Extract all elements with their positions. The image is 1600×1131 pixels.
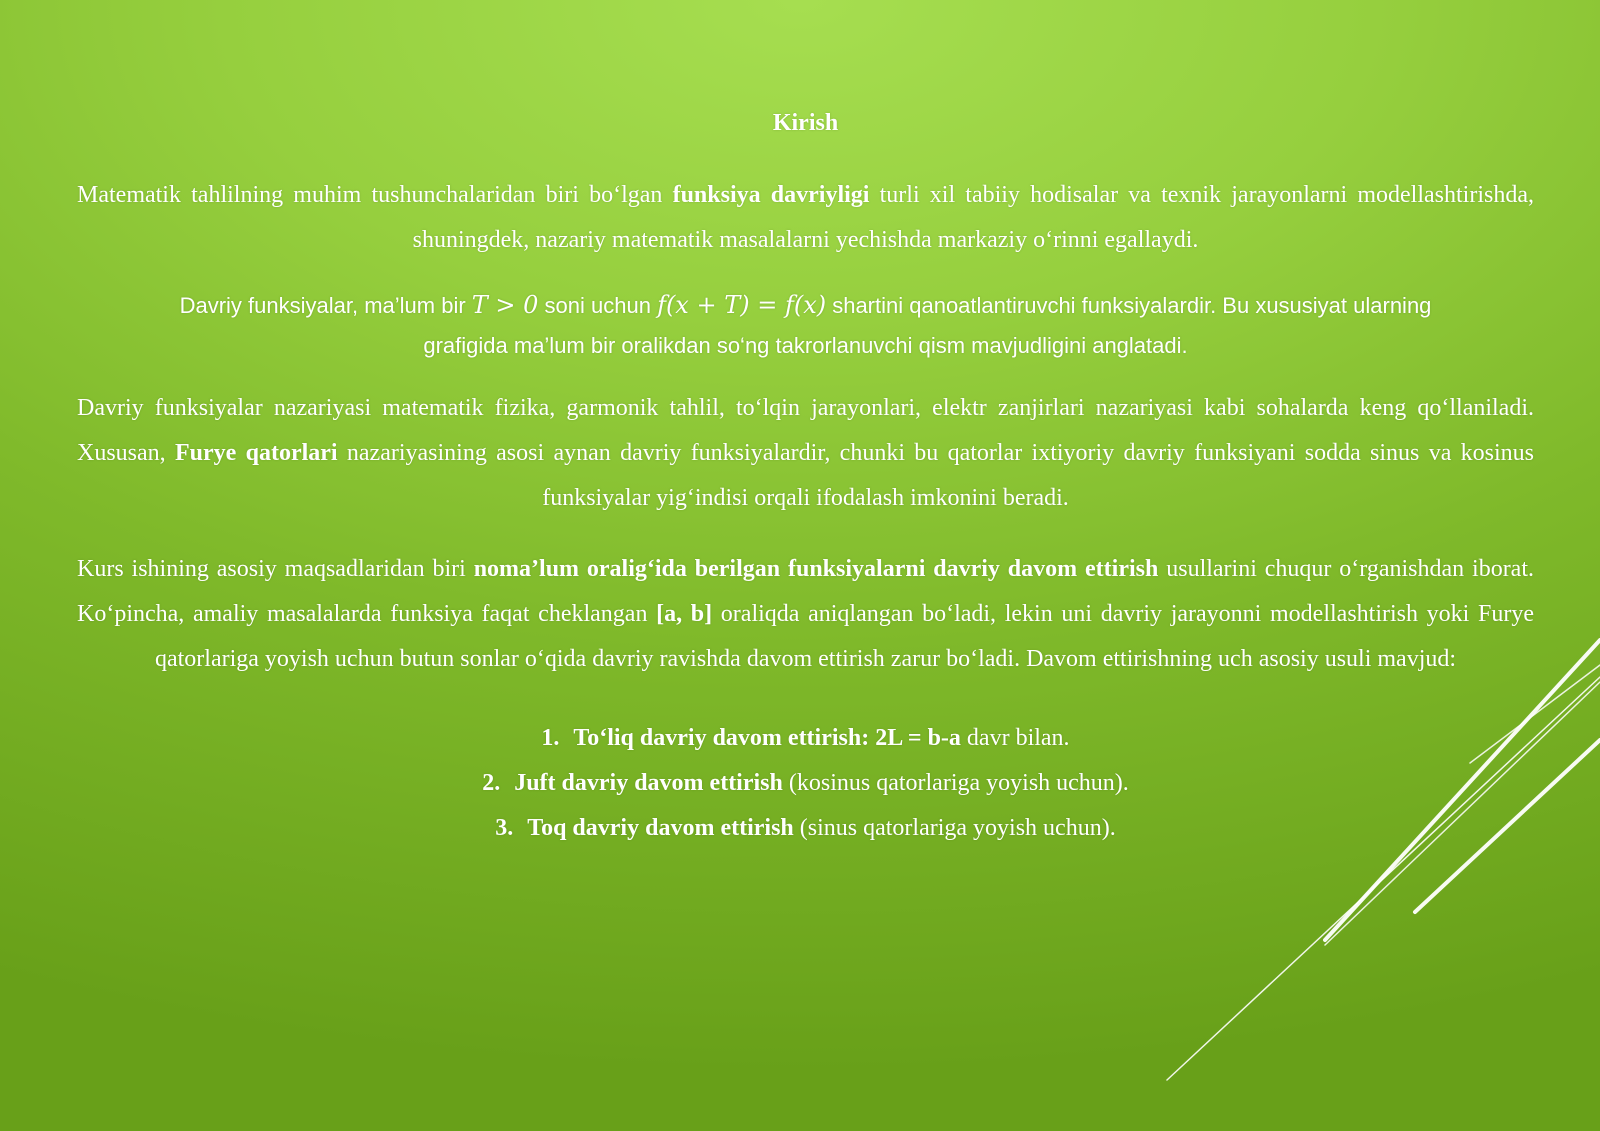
math-inline: 𝑇 > 0	[471, 291, 539, 319]
list-item-bold: Juft davriy davom ettirish	[514, 770, 783, 796]
list-item	[77, 761, 1534, 806]
list-item-bold: To‘liq davriy davom ettirish: 2L = b-a	[573, 725, 961, 751]
list-item-text: davr bilan.	[960, 725, 1070, 751]
list-item-text: (kosinus qatorlariga yoyish uchun).	[782, 770, 1129, 796]
math-inline: 𝑓(𝑥 + 𝑇) = 𝑓(𝑥)	[657, 291, 827, 319]
bold-term: funksiya davriyligi	[672, 182, 870, 208]
paragraph-applications	[77, 386, 1534, 521]
list-item	[77, 716, 1534, 761]
paragraph-definition	[77, 289, 1534, 322]
paragraph-definition-cont: grafigida ma’lum bir oralikdan so‘ng takrorlanuvchi qism mavjudligini anglatadi.	[423, 333, 1188, 358]
bold-term: Furye qatorlari	[174, 440, 338, 466]
list-number: 2.	[482, 770, 501, 796]
text-run: oraliqda aniqlangan bo‘ladi, lekin uni davriy jarayonni modellashtirish yoki Furye qatorlariga yoyish uchun butun sonlar o‘qida davriy ravishda davom ettirish zarur bo‘ladi. Davom ettirishning uch asosiy usuli mavjud:	[154, 601, 1534, 672]
text-run: Davriy funksiyalar nazariyasi matematik fizika, garmonik tahlil, to‘lqin jarayonlari, elektr zanjirlari nazariyasi kabi sohalarda keng qo‘llaniladi. Xususan,	[77, 395, 1534, 466]
methods-list	[77, 716, 1534, 851]
text-run: shartini qanoatlantiruvchi funksiyalardir. Bu xususiyat ularning	[826, 293, 1432, 318]
page-title: Kirish	[772, 110, 839, 136]
text-run: turli xil tabiiy hodisalar va texnik jarayonlarni modellashtirishda, shuningdek, nazariy matematik masalalarni yechishda markaziy o‘rinni egallaydi.	[412, 182, 1535, 253]
text-run: Matematik tahlilning muhim tushunchalaridan biri bo‘lgan	[77, 182, 673, 208]
list-item	[77, 806, 1534, 851]
list-number: 1.	[541, 725, 560, 751]
text-run: usullarini chuqur o‘rganishdan iborat. Ko‘pincha, amaliy masalalarda funksiya faqat cheklangan	[77, 556, 1535, 627]
list-number: 3.	[495, 815, 514, 841]
list-item-text: (sinus qatorlariga yoyish uchun).	[793, 815, 1116, 841]
paragraph-goals	[77, 547, 1534, 682]
list-item-bold: Toq davriy davom ettirish	[527, 815, 794, 841]
bold-term: [a, b]	[656, 601, 713, 627]
document-body	[77, 110, 1534, 851]
bold-term: noma’lum oralig‘ida berilgan funksiyalarni davriy davom ettirish	[473, 556, 1159, 582]
text-run: soni uchun	[538, 293, 658, 318]
text-run: nazariyasining asosi aynan davriy funksiyalardir, chunki bu qatorlar ixtiyoriy davriy funksiyani sodda sinus va kosinus funksiyalar yig‘indisi orqali ifodalash imkonini beradi.	[337, 440, 1535, 511]
text-run: Kurs ishining asosiy maqsadlaridan biri	[77, 556, 474, 582]
text-run: Davriy funksiyalar, ma’lum bir	[179, 293, 472, 318]
paragraph-intro	[77, 173, 1534, 263]
